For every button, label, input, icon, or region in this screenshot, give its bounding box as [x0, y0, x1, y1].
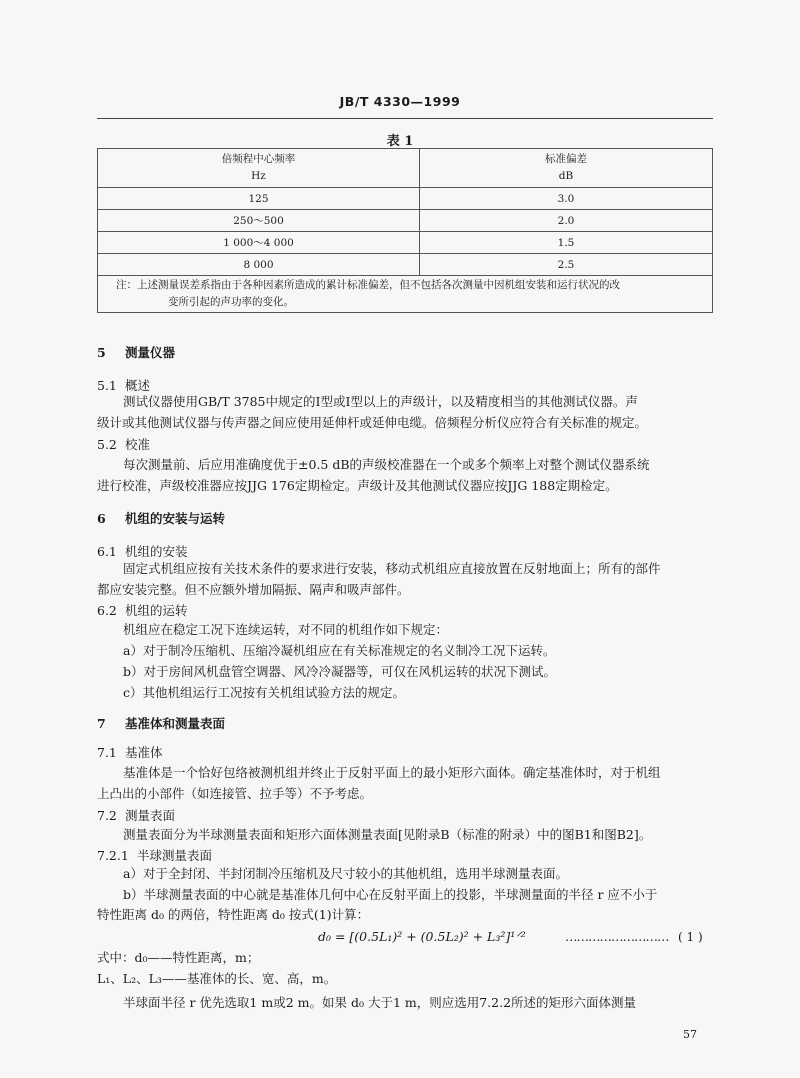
table-note-row [98, 276, 713, 313]
formula-where: L₁、L₂、L₃——基准体的长、宽、高，m。 [97, 971, 337, 986]
section-title: 基准体和测量表面 [125, 716, 226, 731]
section-heading [97, 714, 225, 732]
subsection-heading [97, 435, 150, 453]
list-item: a）对于全封闭、半封闭制冷压缩机及尺寸较小的其他机组，选用半球测量表面。 [123, 866, 568, 881]
list-item: b）半球测量表面的中心就是基准体几何中心在反射平面上的投影，半球测量面的半径 r 应不小于 [123, 887, 658, 902]
cell-deviation: 2.5 [420, 254, 713, 276]
subsection-number: 6.2 [97, 603, 117, 618]
col-deviation-header [420, 149, 713, 188]
subsection-number: 6.1 [97, 544, 117, 559]
cell-deviation: 1.5 [420, 232, 713, 254]
document-header: JB/T 4330—1999 [339, 94, 461, 109]
paragraph-line: 都应安装完整。但不应额外增加隔振、隔声和吸声部件。 [97, 582, 410, 597]
paragraph-line: 上凸出的小部件（如连接管、拉手等）不予考虑。 [97, 786, 373, 801]
header-rule [97, 118, 713, 119]
cell-deviation: 2.0 [420, 210, 713, 232]
paragraph-line: 测试仪器使用GB/T 3785中规定的Ⅰ型或Ⅰ型以上的声级计，以及精度相当的其他测试仪器。声 [123, 394, 638, 409]
list-item: b）对于房间风机盘管空调器、风冷冷凝器等，可仅在风机运转的状况下测试。 [123, 664, 557, 679]
paragraph-line: 基准体是一个恰好包络被测机组并终止于反射平面上的最小矩形六面体。确定基准体时，对于机组 [123, 765, 661, 780]
subsection-number: 7.2 [97, 808, 117, 823]
section-title: 测量仪器 [125, 345, 176, 360]
table-title: 表 1 [386, 134, 414, 149]
paragraph-line: 特性距离 d₀ 的两倍，特性距离 d₀ 按式(1)计算： [97, 907, 370, 922]
col-deviation-label: 标准偏差 [545, 153, 587, 165]
col-frequency-label: 倍频程中心频率 [221, 153, 296, 165]
subsection-title: 基准体 [125, 745, 163, 760]
table-note-line: 变所引起的声功率的变化。 [168, 296, 294, 308]
section-title: 机组的安装与运转 [125, 511, 226, 526]
cell-frequency: 250～500 [98, 210, 420, 232]
paragraph-line: 半球面半径 r 优先选取1 m或2 m。如果 d₀ 大于1 m，则应选用7.2.2所述的矩形六面体测量 [123, 995, 637, 1010]
subsection-title: 校准 [125, 437, 151, 452]
paragraph-line: 级计或其他测试仪器与传声器之间应使用延伸杆或延伸电缆。倍频程分析仪应符合有关标准的规定。 [97, 415, 648, 430]
subsection-heading [97, 376, 150, 394]
subsection-heading [97, 743, 163, 761]
col-frequency-header [98, 149, 420, 188]
formula-1: d₀ = [(0.5L₁)² + (0.5L₂)² + L₃²]¹ᐟ² [318, 929, 526, 944]
section-heading [97, 509, 225, 527]
paragraph-line: 测量表面分为半球测量表面和矩形六面体测量表面[见附录B（标准的附录）中的图B1和图B2]。 [123, 827, 652, 842]
subsection-title: 机组的运转 [125, 603, 188, 618]
subsection-number: 5.2 [97, 437, 117, 452]
table-note [98, 276, 713, 313]
page-number: 57 [683, 1028, 697, 1041]
table-row [98, 210, 713, 232]
cell-frequency: 1 000～4 000 [98, 232, 420, 254]
table-row [98, 232, 713, 254]
table-header-row [98, 149, 713, 188]
table-row [98, 188, 713, 210]
table-note-line: 注：上述测量误差系指由于各种因素所造成的累计标准偏差，但不包括各次测量中因机组安装和运行状况的改 [116, 279, 620, 291]
col-deviation-unit: dB [558, 170, 574, 182]
col-frequency-unit: Hz [251, 170, 266, 182]
list-item: a）对于制冷压缩机、压缩冷凝机组应在有关标准规定的名义制冷工况下运转。 [123, 643, 556, 658]
section-number: 6 [97, 511, 106, 526]
subsection-heading [97, 542, 188, 560]
section-number: 5 [97, 345, 106, 360]
subsection-title: 概述 [125, 378, 151, 393]
subsection-heading [97, 601, 188, 619]
paragraph-line: 机组应在稳定工况下连续运转，对不同的机组作如下规定： [123, 622, 449, 637]
subsection-number: 5.1 [97, 378, 117, 393]
paragraph-line: 进行校准，声级校准器应按JJG 176定期检定。声级计及其他测试仪器应按JJG 188定期检定。 [97, 478, 618, 493]
formula-where: 式中：d₀——特性距离，m； [97, 950, 260, 965]
section-heading [97, 343, 175, 361]
subsection-heading [97, 846, 212, 864]
subsection-number: 7.2.1 [97, 848, 129, 863]
subsection-number: 7.1 [97, 745, 117, 760]
cell-frequency: 125 [98, 188, 420, 210]
subsection-title: 半球测量表面 [137, 848, 213, 863]
list-item: c）其他机组运行工况按有关机组试验方法的规定。 [123, 685, 406, 700]
formula-number: ( 1 ) [678, 930, 703, 944]
subsection-title: 机组的安装 [125, 544, 188, 559]
subsection-heading [97, 806, 175, 824]
cell-frequency: 8 000 [98, 254, 420, 276]
table-row [98, 254, 713, 276]
paragraph-line: 每次测量前、后应用准确度优于±0.5 dB的声级校准器在一个或多个频率上对整个测试仪器系统 [123, 457, 650, 472]
section-number: 7 [97, 716, 106, 731]
table-1 [97, 148, 713, 313]
paragraph-line: 固定式机组应按有关技术条件的要求进行安装，移动式机组应直接放置在反射地面上；所有的部件 [123, 561, 661, 576]
formula-dots: ……………………… [565, 929, 669, 944]
subsection-title: 测量表面 [125, 808, 176, 823]
cell-deviation: 3.0 [420, 188, 713, 210]
